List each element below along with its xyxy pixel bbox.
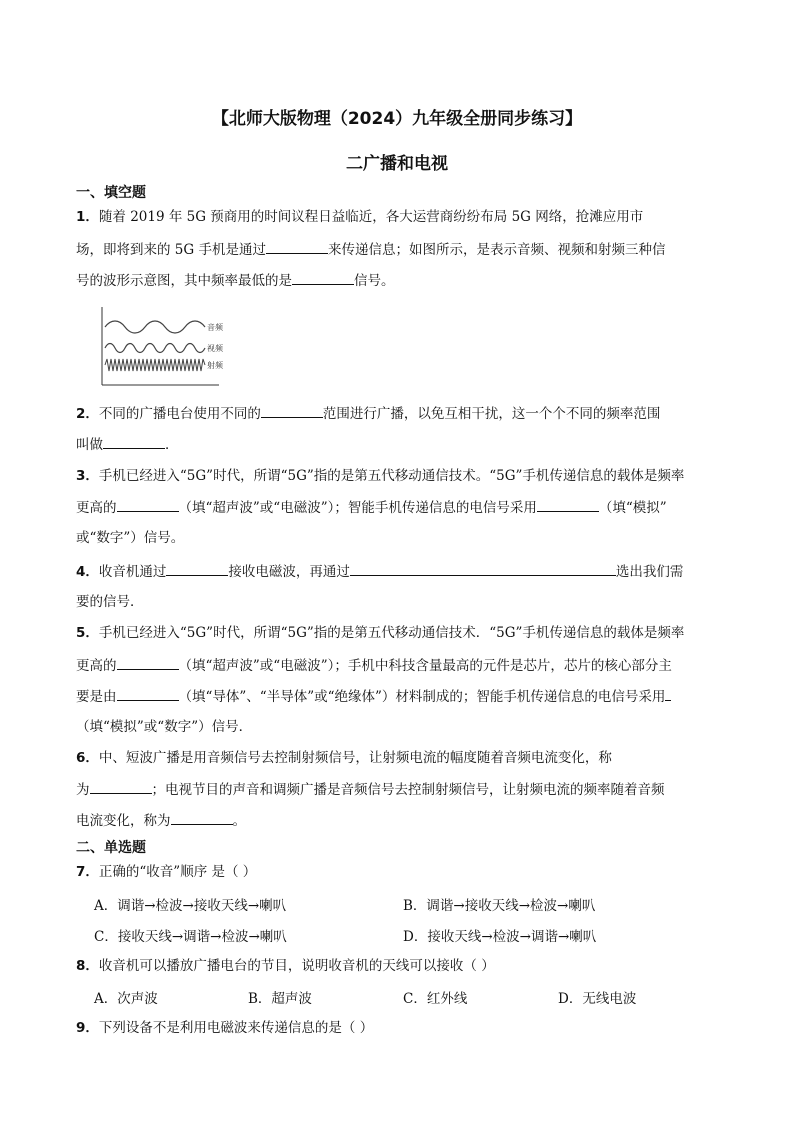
q3-number: 3． <box>76 468 99 484</box>
q6-text-2a: 为 <box>76 782 90 798</box>
q3-line-3 <box>76 528 720 548</box>
answer-blank[interactable] <box>665 686 671 701</box>
answer-blank[interactable] <box>103 434 165 449</box>
answer-blank[interactable] <box>292 270 354 285</box>
q2-line-2 <box>76 434 720 455</box>
q5-line-2 <box>76 655 720 676</box>
q8-option-b[interactable]: B．超声波 <box>248 991 312 1007</box>
q4-text-1c: 选出我们需 <box>615 564 684 580</box>
q6-line-2 <box>76 779 720 800</box>
q9-number: 9． <box>76 1020 99 1036</box>
q3-text-3: 或“数字”）信号。 <box>76 530 185 546</box>
q6-line-3 <box>76 810 720 831</box>
answer-blank[interactable] <box>171 810 233 825</box>
rf-wave <box>105 359 205 371</box>
q6-text-3b: 。 <box>232 813 246 829</box>
q3-text-2b: （填“超声波”或“电磁波”）；智能手机传递信息的电信号采用 <box>178 500 537 516</box>
answer-blank[interactable] <box>166 561 228 576</box>
q7-option-b[interactable]: B．调谐→接收天线→检波→喇叭 <box>403 898 596 914</box>
q5-number: 5． <box>76 625 99 641</box>
q5-text-3b: （填“导体”、“半导体”或“绝缘体”）材料制成的；智能手机传递信息的电信号采用 <box>178 689 666 705</box>
q1-number: 1． <box>76 209 99 225</box>
q8-number: 8． <box>76 958 99 974</box>
q4-text-2: 要的信号． <box>76 594 144 610</box>
q3-text-2c: （填“模拟” <box>598 500 667 516</box>
q3-line-2 <box>76 497 720 518</box>
q5-text-2a: 更高的 <box>76 658 117 674</box>
q3-text-1: 手机已经进入“5G”时代，所谓“5G”指的是第五代移动通信技术。“5G”手机传递信息的载体是频率 <box>98 468 685 484</box>
video-label: 视频 <box>207 344 223 353</box>
q7-option-c[interactable]: C．接收天线→调谐→检波→喇叭 <box>94 929 287 945</box>
rf-label: 射频 <box>207 361 223 370</box>
q1-line-2 <box>76 239 720 260</box>
section-fill-blank: 一、填空题 <box>76 185 146 201</box>
q1-text-3a: 号的波形示意图，其中频率最低的是 <box>76 273 292 289</box>
audio-label: 音频 <box>207 323 223 332</box>
q6-text-2b: ；电视节目的声音和调频广播是音频信号去控制射频信号，让射频电流的频率随着音频 <box>151 782 665 798</box>
q1-text-1: 随着 2019 年 5G 预商用的时间议程日益临近，各大运营商纷纷布局 5G 网络，抢滩应用市 <box>98 209 644 225</box>
q1-line-1 <box>76 207 720 227</box>
q8-option-c[interactable]: C．红外线 <box>403 991 468 1007</box>
q4-number: 4． <box>76 564 99 580</box>
q3-line-1 <box>76 466 720 486</box>
q4-line-2 <box>76 592 720 612</box>
q8-option-a[interactable]: A．次声波 <box>94 991 158 1007</box>
q4-text-1a: 收音机通过 <box>98 564 167 580</box>
answer-blank[interactable] <box>537 497 599 512</box>
q2-number: 2． <box>76 406 99 422</box>
answer-blank[interactable] <box>117 686 179 701</box>
video-wave <box>105 344 205 353</box>
q1-text-2b: 来传递信息；如图所示，是表示音频、视频和射频三种信 <box>327 242 666 258</box>
q7-option-d[interactable]: D．接收天线→检波→调谐→喇叭 <box>403 929 597 945</box>
answer-blank[interactable] <box>117 655 179 670</box>
q5-text-2b: （填“超声波”或“电磁波”）；手机中科技含量最高的元件是芯片，芯片的核心部分主 <box>178 658 672 674</box>
q5-line-4 <box>76 717 720 737</box>
q2-text-1b: 范围进行广播，以免互相干扰，这一个个不同的频率范围 <box>322 406 661 422</box>
q5-text-3a: 要是由 <box>76 689 117 705</box>
q7-stem-line <box>76 862 720 882</box>
q5-line-3 <box>76 686 720 707</box>
answer-blank[interactable] <box>261 403 323 418</box>
q9-stem: 下列设备不是利用电磁波来传递信息的是（ ） <box>98 1020 374 1036</box>
q7-number: 7． <box>76 864 99 880</box>
q9-stem-line <box>76 1018 720 1038</box>
waveform-figure <box>99 305 229 387</box>
q6-line-1 <box>76 748 720 768</box>
q2-text-1a: 不同的广播电台使用不同的 <box>98 406 261 422</box>
section-single-choice: 二、单选题 <box>76 840 146 856</box>
q2-text-2b: ． <box>165 437 179 453</box>
q3-text-2a: 更高的 <box>76 500 117 516</box>
q8-stem-line <box>76 956 720 976</box>
answer-blank[interactable] <box>266 239 328 254</box>
page-subtitle: 二广播和电视 <box>346 154 448 174</box>
audio-wave <box>105 321 205 333</box>
q7-option-a[interactable]: A．调谐→检波→接收天线→喇叭 <box>94 898 287 914</box>
q6-number: 6． <box>76 750 99 766</box>
q2-text-2a: 叫做 <box>76 437 103 453</box>
q6-text-1: 中、短波广播是用音频信号去控制射频信号，让射频电流的幅度随着音频电流变化，称 <box>98 750 612 766</box>
q6-text-3a: 电流变化，称为 <box>76 813 171 829</box>
q8-option-d[interactable]: D．无线电波 <box>558 991 637 1007</box>
q7-stem: 正确的“收音”顺序 是（ ） <box>98 864 257 880</box>
q5-line-1 <box>76 623 720 643</box>
q4-line-1 <box>76 561 720 582</box>
q2-line-1 <box>76 403 720 424</box>
answer-blank[interactable] <box>350 561 616 576</box>
q1-text-2a: 场，即将到来的 5G 手机是通过 <box>76 242 266 258</box>
q8-stem: 收音机可以播放广播电台的节目，说明收音机的天线可以接收（ ） <box>98 958 495 974</box>
page-title: 【北师大版物理（2024）九年级全册同步练习】 <box>211 109 583 129</box>
q5-text-1: 手机已经进入“5G”时代，所谓“5G”指的是第五代移动通信技术．“5G”手机传递信息的载体是频率 <box>98 625 685 641</box>
q5-text-4: （填“模拟”或“数字”）信号． <box>76 719 253 735</box>
answer-blank[interactable] <box>117 497 179 512</box>
q1-line-3 <box>76 270 720 291</box>
q1-text-3b: 信号。 <box>354 273 395 289</box>
q4-text-1b: 接收电磁波，再通过 <box>228 564 350 580</box>
answer-blank[interactable] <box>90 779 152 794</box>
